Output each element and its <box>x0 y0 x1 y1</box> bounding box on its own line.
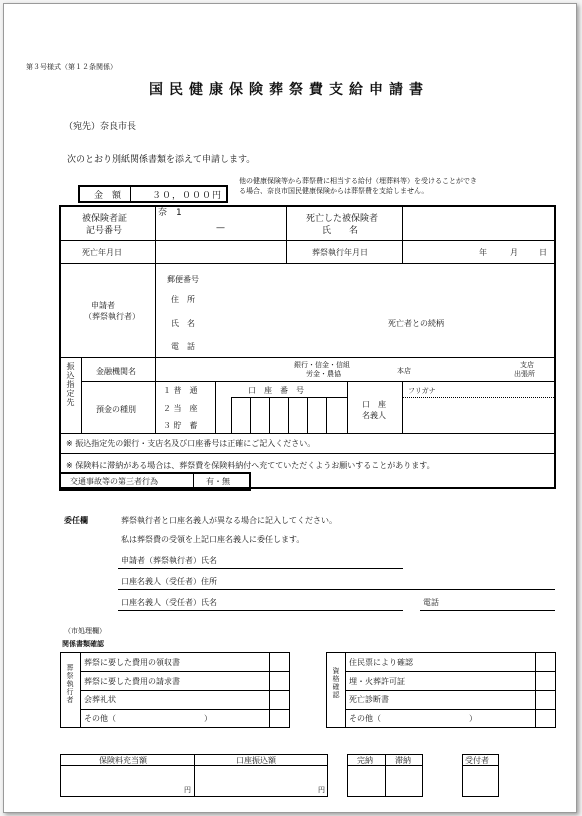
insured-label-2: 記号番号 <box>86 226 123 236</box>
funeral-date-field[interactable] <box>404 242 476 262</box>
third-party-choice[interactable]: 有・無 <box>206 477 230 486</box>
holder-label-1: 口 座 <box>362 400 386 409</box>
form-title: 国民健康保険葬祭費支給申請書 <box>149 82 429 98</box>
amount-label: 金 額 <box>94 191 122 201</box>
funeral-date-label: 葬祭執行年月日 <box>312 248 368 257</box>
insured-number-field[interactable] <box>157 216 285 238</box>
docs-left-side: 葬祭執行者 <box>66 664 74 704</box>
office-section-label: （市処理欄） <box>64 627 106 635</box>
delegation-phone: 電話 <box>423 598 439 607</box>
branch-sub: 支店 <box>520 361 534 369</box>
note-transfer: ※ 振込指定先の銀行・支店名及び口座番号は正確にご記入ください。 <box>66 439 316 448</box>
arrears-label: 滞納 <box>395 756 411 765</box>
applicant-label-2: （葬祭執行者） <box>84 312 140 321</box>
bank-types-2: 労金・農協 <box>306 370 341 378</box>
doc-thanks-letter: 会葬礼状 <box>84 695 116 704</box>
intro-text: 次のとおり別紙関係書類を添えて申請します。 <box>67 155 256 165</box>
insurance-fee-label: 保険料充当額 <box>99 756 147 765</box>
delegation-label: 委任欄 <box>64 516 88 525</box>
doc-burial-permit: 埋・火葬許可証 <box>349 677 405 686</box>
yen-1: 円 <box>184 786 191 794</box>
bank-types-1: 銀行・信金・信組 <box>294 361 350 369</box>
phone-label: 電 話 <box>171 342 195 351</box>
holder-label-2: 名義人 <box>362 411 386 420</box>
account-number-field[interactable] <box>216 398 346 432</box>
date-day: 日 <box>539 248 547 257</box>
death-date-label: 死亡年月日 <box>82 248 122 257</box>
doc-invoice: 葬祭に要した費用の請求書 <box>84 677 180 686</box>
deceased-label: 死亡した被保険者 <box>306 214 379 224</box>
postal-label: 郵便番号 <box>167 275 199 284</box>
doc-other-right: その他（ ） <box>349 714 477 723</box>
deceased-name-label: 氏 名 <box>322 226 359 236</box>
applicant-name-line: 申請者（葬祭執行者）氏名 <box>121 556 217 565</box>
bank-name-label: 金融機関名 <box>96 367 136 376</box>
doc-receipt: 葬祭に要した費用の領収書 <box>84 658 180 667</box>
applicant-label-1: 申請者 <box>91 301 115 310</box>
branch-main: 本店 <box>397 367 411 375</box>
delegation-line-1: 葬祭執行者と口座名義人が異なる場合に記入してください。 <box>121 516 337 525</box>
account-holder-field[interactable] <box>404 399 554 432</box>
docs-right-side: 資格確認 <box>332 667 340 699</box>
insured-kigou: 奈 1 <box>158 208 182 218</box>
furigana-label: フリガナ <box>408 387 436 395</box>
yen-2: 円 <box>318 786 325 794</box>
deceased-name-field[interactable] <box>404 207 554 239</box>
note-line-1: 他の健康保険等から葬祭費に相当する給付（埋葬料等）を受けることができ <box>239 177 477 185</box>
death-date-field[interactable] <box>157 242 285 262</box>
docs-check-label: 関係書類確認 <box>62 640 104 648</box>
transfer-side-label: 振込指定先 <box>66 362 75 407</box>
deposit-type-1[interactable]: １ 普 通 <box>163 386 198 395</box>
note-line-2: る場合、奈良市国民健康保険からは葬祭費を支給しません。 <box>239 187 429 195</box>
paid-label: 完納 <box>357 756 373 765</box>
branch-name-field[interactable] <box>420 359 510 380</box>
account-transfer-label: 口座振込額 <box>236 756 276 765</box>
addressee: （宛先）奈良市長 <box>64 122 137 132</box>
account-number-label: 口 座 番 号 <box>248 386 304 395</box>
holder-address-line: 口座名義人（受任者）住所 <box>121 577 217 586</box>
bank-name-field[interactable] <box>157 359 291 380</box>
relation-label: 死亡者との続柄 <box>388 319 444 328</box>
third-party-label: 交通事故等の第三者行為 <box>70 477 158 486</box>
deposit-type-2[interactable]: ２ 当 座 <box>163 404 198 413</box>
doc-other-left: その他（ ） <box>84 714 212 723</box>
date-month: 月 <box>510 248 518 257</box>
applicant-fields[interactable] <box>209 269 549 353</box>
receiver-label: 受付者 <box>465 756 489 765</box>
amount-value: ３０，０００円 <box>152 191 223 201</box>
date-year: 年 <box>479 248 487 257</box>
deposit-type-3[interactable]: ３ 貯 蓄 <box>163 421 198 430</box>
deposit-type-label: 預金の種別 <box>96 405 136 414</box>
delegation-line-2: 私は葬祭費の受領を上記口座名義人に委任します。 <box>121 535 305 544</box>
name-label: 氏 名 <box>171 319 195 328</box>
note-arrears: ※ 保険料に滞納がある場合は、葬祭費を保険料納付へ充てていただくようお願いすることがあります。 <box>66 461 435 470</box>
insured-label-1: 被保険者証 <box>82 214 128 224</box>
address-label: 住 所 <box>171 295 195 304</box>
application-form-page <box>3 3 577 813</box>
insured-dash: — <box>216 223 225 233</box>
doc-death-certificate: 死亡診断書 <box>349 695 389 704</box>
doc-resident-card: 住民票により確認 <box>349 658 413 667</box>
form-number: 第３号様式（第１２条関係） <box>26 63 117 71</box>
holder-name-line: 口座名義人（受任者）氏名 <box>121 598 217 607</box>
branch-office: 出張所 <box>514 370 535 378</box>
